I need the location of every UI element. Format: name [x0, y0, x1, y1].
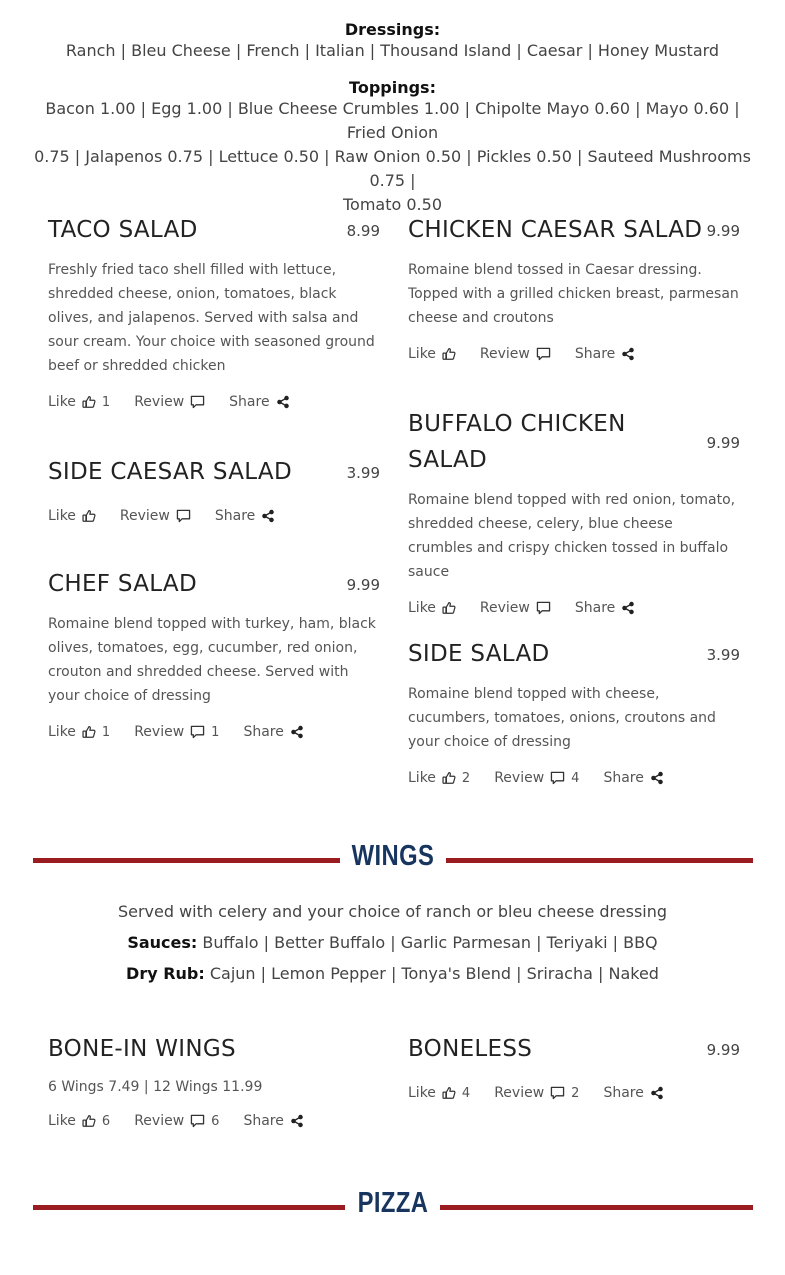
comment-icon — [547, 1086, 565, 1100]
like-count: 6 — [101, 1113, 111, 1129]
item-price: 8.99 — [346, 222, 380, 240]
item-price: 3.99 — [706, 646, 740, 664]
toppings-line: 0.75 | Jalapenos 0.75 | Lettuce 0.50 | Raw Onion 0.50 | Pickles 0.50 | Sauteed Mushrooms 0.75 | — [34, 147, 751, 190]
share-button[interactable]: Share — [603, 1085, 663, 1101]
share-icon — [618, 347, 635, 361]
menu-item-side-salad — [408, 636, 740, 788]
dressings-label: Dressings: — [344, 20, 441, 39]
like-button[interactable]: Like 6 — [48, 1113, 111, 1129]
comment-icon — [187, 1114, 205, 1128]
review-button[interactable]: Review 4 — [494, 770, 580, 786]
review-count: 6 — [211, 1113, 220, 1129]
item-name: CHICKEN CAESAR SALAD — [408, 217, 703, 243]
wings-served-note: Served with celery and your choice of ranch or bleu cheese dressing — [117, 902, 668, 921]
thumbs-up-icon — [439, 601, 456, 615]
like-button[interactable]: Like 4 — [408, 1085, 471, 1101]
share-icon — [647, 771, 664, 785]
share-icon — [273, 395, 290, 409]
share-icon — [647, 1086, 664, 1100]
review-button[interactable]: Review 2 — [494, 1085, 580, 1101]
item-name: CHEF SALAD — [48, 571, 197, 597]
review-button[interactable]: Review — [480, 600, 551, 616]
pizza-section-header — [33, 1187, 753, 1227]
item-name: BONE-IN WINGS — [48, 1036, 236, 1062]
sauces-label: Sauces: — [127, 933, 198, 952]
comment-icon — [547, 771, 565, 785]
menu-item-buffalo-chicken-salad — [408, 406, 740, 618]
item-description: Romaine blend topped with turkey, ham, black olives, tomatoes, egg, cucumber, red onion, crouton and shredded cheese. Served with your choice of dressing — [48, 616, 376, 704]
share-icon — [618, 601, 635, 615]
comment-icon — [533, 601, 551, 615]
review-count: 4 — [571, 770, 580, 786]
menu-item-taco-salad — [48, 212, 380, 412]
like-count: 4 — [461, 1085, 471, 1101]
share-button[interactable]: Share — [215, 508, 275, 524]
share-icon — [258, 509, 275, 523]
dry-rub-list: Cajun | Lemon Pepper | Tonya's Blend | Sriracha | Naked — [204, 964, 659, 983]
share-icon — [287, 725, 304, 739]
thumbs-up-icon — [79, 1114, 96, 1128]
item-name: SIDE SALAD — [408, 641, 550, 667]
menu-item-chef-salad — [48, 566, 380, 742]
share-icon — [287, 1114, 304, 1128]
toppings-label: Toppings: — [349, 78, 436, 97]
item-name-line: BUFFALO CHICKEN — [408, 411, 626, 437]
share-button[interactable]: Share — [575, 346, 635, 362]
menu-item-chicken-caesar-salad — [408, 212, 740, 364]
menu-item-bone-in-wings — [48, 1031, 380, 1131]
item-description: Romaine blend tossed in Caesar dressing. Topped with a grilled chicken breast, parmesan cheese and croutons — [408, 262, 739, 326]
share-button[interactable]: Share — [575, 600, 635, 616]
review-count: 1 — [211, 724, 220, 740]
review-button[interactable]: Review 6 — [134, 1113, 220, 1129]
share-button[interactable]: Share — [229, 394, 289, 410]
item-actions — [48, 392, 380, 412]
menu-item-boneless-wings — [408, 1031, 740, 1103]
like-button[interactable]: Like 2 — [408, 770, 471, 786]
item-actions — [408, 598, 740, 618]
item-name: SIDE CAESAR SALAD — [48, 459, 292, 485]
thumbs-up-icon — [439, 771, 456, 785]
like-button[interactable]: Like 1 — [48, 724, 111, 740]
thumbs-up-icon — [79, 725, 96, 739]
comment-icon — [187, 725, 205, 739]
like-button[interactable]: Like — [408, 600, 456, 616]
toppings-line: Bacon 1.00 | Egg 1.00 | Blue Cheese Crumbles 1.00 | Chipolte Mayo 0.60 | Mayo 0.60 | Fried Onion — [45, 99, 740, 142]
thumbs-up-icon — [439, 347, 456, 361]
review-button[interactable]: Review — [120, 508, 191, 524]
item-price: 9.99 — [706, 434, 740, 452]
comment-icon — [533, 347, 551, 361]
section-title: WINGS — [351, 840, 435, 872]
item-description: Romaine blend topped with red onion, tomato, shredded cheese, celery, blue cheese crumbles and crispy chicken tossed in buffalo sauce — [408, 492, 736, 580]
item-name: TACO SALAD — [48, 217, 198, 243]
review-button[interactable]: Review — [480, 346, 551, 362]
review-button[interactable]: Review 1 — [134, 724, 220, 740]
item-price: 9.99 — [706, 1041, 740, 1059]
thumbs-up-icon — [79, 509, 96, 523]
wings-info — [30, 902, 755, 983]
item-actions — [48, 1111, 380, 1131]
item-actions — [408, 768, 740, 788]
item-description: Romaine blend topped with cheese, cucumbers, tomatoes, onions, croutons and your choice of dressing — [408, 686, 716, 750]
like-count: 2 — [461, 770, 471, 786]
sauces-list: Buffalo | Better Buffalo | Garlic Parmesan | Teriyaki | BBQ — [197, 933, 658, 952]
like-count: 1 — [101, 724, 111, 740]
item-description: Freshly fried taco shell filled with lettuce, shredded cheese, onion, tomatoes, black olives, and jalapenos. Served with salsa and sour cream. Your choice with seasoned ground beef or shredded chicken — [48, 262, 375, 374]
item-actions — [408, 344, 740, 364]
wings-section-header — [33, 840, 753, 880]
section-title: PIZZA — [357, 1187, 429, 1219]
thumbs-up-icon — [439, 1086, 456, 1100]
like-button[interactable]: Like — [48, 508, 96, 524]
dry-rub-label: Dry Rub: — [126, 964, 205, 983]
item-price: 9.99 — [706, 222, 740, 240]
like-button[interactable]: Like 1 — [48, 394, 111, 410]
review-button[interactable]: Review — [134, 394, 205, 410]
share-button[interactable]: Share — [243, 724, 303, 740]
comment-icon — [187, 395, 205, 409]
toppings-block — [30, 78, 755, 217]
menu-item-side-caesar-salad — [48, 454, 380, 526]
toppings-line: Tomato 0.50 — [342, 195, 442, 214]
item-price: 3.99 — [346, 464, 380, 482]
like-count: 1 — [101, 394, 111, 410]
item-actions — [48, 506, 380, 526]
item-actions — [48, 722, 380, 742]
item-price: 9.99 — [346, 576, 380, 594]
wings-sauces — [30, 933, 755, 952]
item-actions — [408, 1083, 740, 1103]
share-button[interactable]: Share — [243, 1113, 303, 1129]
share-button[interactable]: Share — [603, 770, 663, 786]
review-count: 2 — [571, 1085, 580, 1101]
wings-dry-rub — [30, 964, 755, 983]
like-button[interactable]: Like — [408, 346, 456, 362]
dressings-options: Ranch | Bleu Cheese | French | Italian | Thousand Island | Caesar | Honey Mustard — [65, 41, 720, 60]
dressings-block — [30, 20, 755, 63]
item-description: 6 Wings 7.49 | 12 Wings 11.99 — [48, 1079, 263, 1095]
item-name-line: SALAD — [408, 447, 488, 473]
thumbs-up-icon — [79, 395, 96, 409]
item-name: BONELESS — [408, 1036, 533, 1062]
comment-icon — [173, 509, 191, 523]
